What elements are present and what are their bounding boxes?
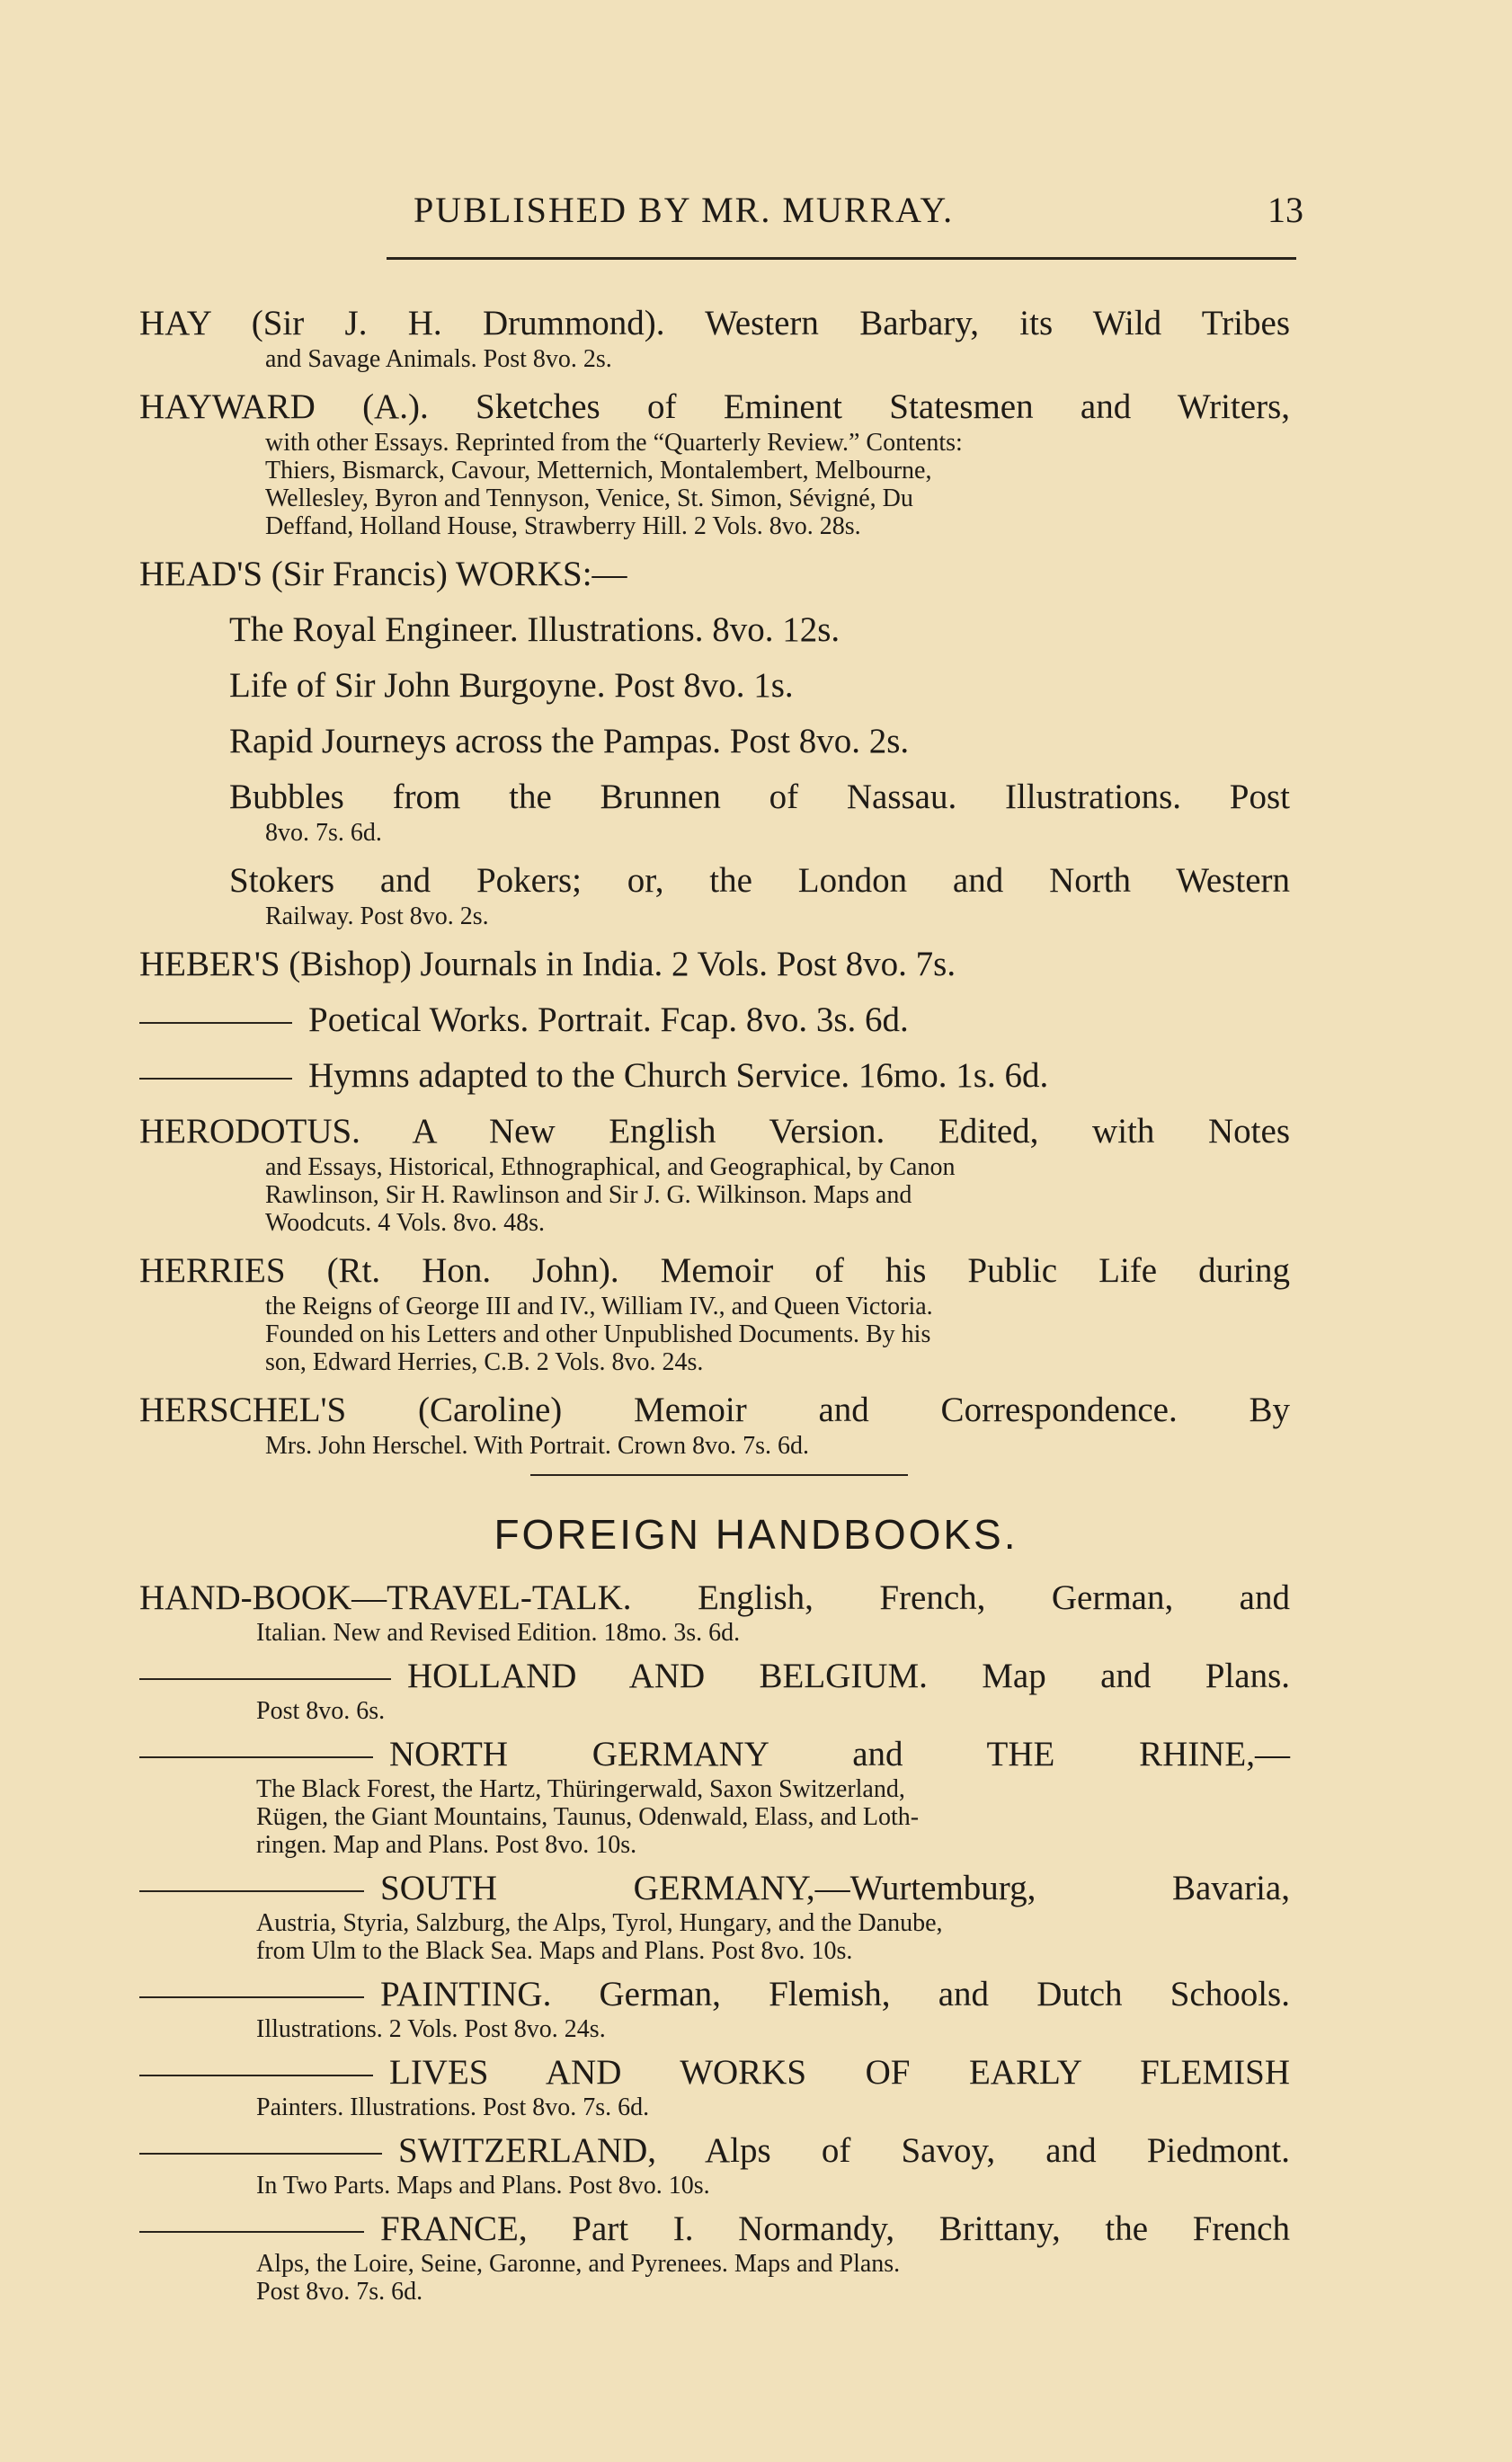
handbook-entry	[139, 2130, 1290, 2200]
handbook-entry	[139, 2209, 1290, 2306]
handbook-entry	[139, 1868, 1290, 1965]
entry-heading-text: The Royal Engineer. Illustrations. 8vo. 12s.	[229, 610, 840, 649]
handbook-entry	[139, 1656, 1290, 1725]
entry-heading	[139, 302, 1290, 345]
entry-heading	[139, 1734, 1290, 1775]
entry-detail-line: Post 8vo. 6s.	[256, 1697, 386, 1725]
entry-heading	[139, 1054, 1290, 1098]
handbook-entry	[139, 1734, 1290, 1859]
entry-heading	[139, 720, 1290, 763]
catalogue-entry	[139, 1110, 1290, 1237]
work-entry	[139, 776, 1290, 847]
ditto-dash	[139, 1756, 373, 1758]
catalogue-entry	[139, 943, 1290, 986]
entry-detail-line: Alps, the Loire, Seine, Garonne, and Pyrenees. Maps and Plans.	[256, 2250, 901, 2278]
work-entry	[139, 720, 1290, 763]
catalogue-entry	[139, 1389, 1290, 1460]
section-title: FOREIGN HANDBOOKS.	[494, 1511, 1018, 1558]
entry-heading	[139, 2209, 1290, 2250]
entry-heading-text: SOUTH GERMANY,—Wurtemburg, Bavaria,	[380, 1869, 1290, 1907]
entry-detail-line: Founded on his Letters and other Unpublished Documents. By his	[265, 1320, 931, 1348]
entry-detail-line: from Ulm to the Black Sea. Maps and Plans. Post 8vo. 10s.	[256, 1937, 853, 1965]
entry-detail-line: Wellesley, Byron and Tennyson, Venice, St. Simon, Sévigné, Du	[265, 484, 913, 512]
section-divider	[530, 1474, 908, 1476]
entry-heading-text: HERSCHEL'S (Caroline) Memoir and Correspondence. By	[139, 1391, 1290, 1429]
entry-heading	[139, 1389, 1290, 1432]
ditto-dash	[139, 1678, 391, 1680]
entry-detail-line: Thiers, Bismarck, Cavour, Metternich, Montalembert, Melbourne,	[265, 457, 932, 484]
handbook-entries	[139, 1578, 1290, 2315]
work-entry	[139, 609, 1290, 652]
entry-detail-line: 8vo. 7s. 6d.	[265, 819, 382, 847]
entry-detail-line: Mrs. John Herschel. With Portrait. Crown 8vo. 7s. 6d.	[265, 1432, 809, 1460]
entry-detail-line: Rawlinson, Sir H. Rawlinson and Sir J. G. Wilkinson. Maps and	[265, 1181, 912, 1209]
running-header	[144, 189, 1303, 243]
entry-heading	[139, 609, 1290, 652]
entry-heading-text: NORTH GERMANY and THE RHINE,—	[389, 1735, 1290, 1773]
entry-heading	[139, 999, 1290, 1042]
entry-heading-text: HEBER'S (Bishop) Journals in India. 2 Vols. Post 8vo. 7s.	[139, 945, 956, 983]
entry-heading-text: Bubbles from the Brunnen of Nassau. Illustrations. Post	[229, 778, 1290, 816]
entry-detail-line: In Two Parts. Maps and Plans. Post 8vo. 10s.	[256, 2172, 710, 2200]
handbook-entry	[139, 2052, 1290, 2121]
entry-heading-text: Poetical Works. Portrait. Fcap. 8vo. 3s. 6d.	[308, 1000, 909, 1039]
catalogue-entry	[139, 1249, 1290, 1376]
ditto-dash	[139, 1890, 364, 1892]
entry-detail-line: the Reigns of George III and IV., William IV., and Queen Victoria.	[265, 1293, 933, 1320]
catalogue-entry	[139, 999, 1290, 1042]
entry-heading	[139, 553, 1290, 596]
entry-heading-text: Rapid Journeys across the Pampas. Post 8vo. 2s.	[229, 722, 910, 760]
entry-heading-text: Life of Sir John Burgoyne. Post 8vo. 1s.	[229, 666, 794, 705]
ditto-dash	[139, 1022, 292, 1024]
entry-heading-text: PAINTING. German, Flemish, and Dutch Schools.	[380, 1975, 1290, 2013]
catalogue-entry	[139, 1054, 1290, 1098]
handbook-entry	[139, 1974, 1290, 2043]
entry-heading-text: SWITZERLAND, Alps of Savoy, and Piedmont.	[398, 2131, 1290, 2170]
entry-heading	[139, 776, 1290, 819]
entry-heading-text: HAYWARD (A.). Sketches of Eminent Statesmen and Writers,	[139, 387, 1290, 426]
entry-heading	[139, 1868, 1290, 1909]
entry-detail-line: Railway. Post 8vo. 2s.	[265, 902, 489, 930]
catalogue-entry	[139, 386, 1290, 540]
entry-detail-line: and Essays, Historical, Ethnographical, and Geographical, by Canon	[265, 1153, 956, 1181]
ditto-dash	[139, 1078, 292, 1080]
ditto-dash	[139, 2153, 382, 2155]
entry-heading	[139, 1578, 1290, 1619]
entry-heading-text: HEAD'S (Sir Francis) WORKS:—	[139, 555, 627, 593]
entry-detail-line: Rügen, the Giant Mountains, Taunus, Odenwald, Elass, and Loth-	[256, 1803, 920, 1831]
entry-heading	[139, 943, 1290, 986]
entry-detail-line: Austria, Styria, Salzburg, the Alps, Tyrol, Hungary, and the Danube,	[256, 1909, 943, 1937]
entry-heading	[139, 1249, 1290, 1293]
entry-detail-line: Painters. Illustrations. Post 8vo. 7s. 6d.	[256, 2093, 650, 2121]
page-number: 13	[1267, 190, 1303, 230]
entry-heading	[139, 664, 1290, 707]
entry-detail-line: son, Edward Herries, C.B. 2 Vols. 8vo. 24s.	[265, 1348, 704, 1376]
entry-heading-text: Stokers and Pokers; or, the London and North Western	[229, 861, 1290, 900]
entry-heading-text: HOLLAND AND BELGIUM. Map and Plans.	[407, 1657, 1290, 1695]
catalogue-entry	[139, 553, 1290, 596]
entry-heading-text: HERRIES (Rt. Hon. John). Memoir of his Public Life during	[139, 1251, 1290, 1290]
catalogue-entries	[139, 302, 1290, 1472]
entry-heading	[139, 2130, 1290, 2172]
entry-heading-text: Hymns adapted to the Church Service. 16mo. 1s. 6d.	[308, 1056, 1049, 1095]
entry-heading	[139, 1656, 1290, 1697]
ditto-dash	[139, 2075, 373, 2076]
entry-detail-line: Post 8vo. 7s. 6d.	[256, 2278, 423, 2306]
head-works-list	[139, 609, 1290, 930]
entry-detail-line: Italian. New and Revised Edition. 18mo. 3s. 6d.	[256, 1619, 741, 1647]
catalogue-entry	[139, 302, 1290, 373]
running-title: PUBLISHED BY MR. MURRAY.	[414, 190, 955, 230]
entry-detail-line: and Savage Animals. Post 8vo. 2s.	[265, 345, 612, 373]
entry-detail-line: with other Essays. Reprinted from the “Quarterly Review.” Contents:	[265, 429, 963, 457]
work-entry	[139, 859, 1290, 930]
entry-heading	[139, 386, 1290, 429]
entry-heading	[139, 1974, 1290, 2015]
entry-heading	[139, 1110, 1290, 1153]
handbook-entry	[139, 1578, 1290, 1647]
entry-heading-text: FRANCE, Part I. Normandy, Brittany, the French	[380, 2209, 1290, 2248]
work-entry	[139, 664, 1290, 707]
entry-heading-text: HAND-BOOK—TRAVEL-TALK. English, French, German, and	[139, 1578, 1290, 1617]
entry-detail-line: The Black Forest, the Hartz, Thüringerwald, Saxon Switzerland,	[256, 1775, 905, 1803]
entry-heading	[139, 2052, 1290, 2093]
entry-detail-line: Illustrations. 2 Vols. Post 8vo. 24s.	[256, 2015, 606, 2043]
entry-detail-line: Deffand, Holland House, Strawberry Hill. 2 Vols. 8vo. 28s.	[265, 512, 861, 540]
entry-heading-text: HAY (Sir J. H. Drummond). Western Barbary, its Wild Tribes	[139, 304, 1290, 342]
entry-heading	[139, 859, 1290, 902]
ditto-dash	[139, 2231, 364, 2233]
entry-heading-text: LIVES AND WORKS OF EARLY FLEMISH	[389, 2053, 1290, 2092]
header-rule	[387, 257, 1296, 260]
entry-detail-line: Woodcuts. 4 Vols. 8vo. 48s.	[265, 1209, 545, 1237]
entry-detail-line: ringen. Map and Plans. Post 8vo. 10s.	[256, 1831, 637, 1859]
ditto-dash	[139, 1996, 364, 1998]
entry-heading-text: HERODOTUS. A New English Version. Edited, with Notes	[139, 1112, 1290, 1151]
